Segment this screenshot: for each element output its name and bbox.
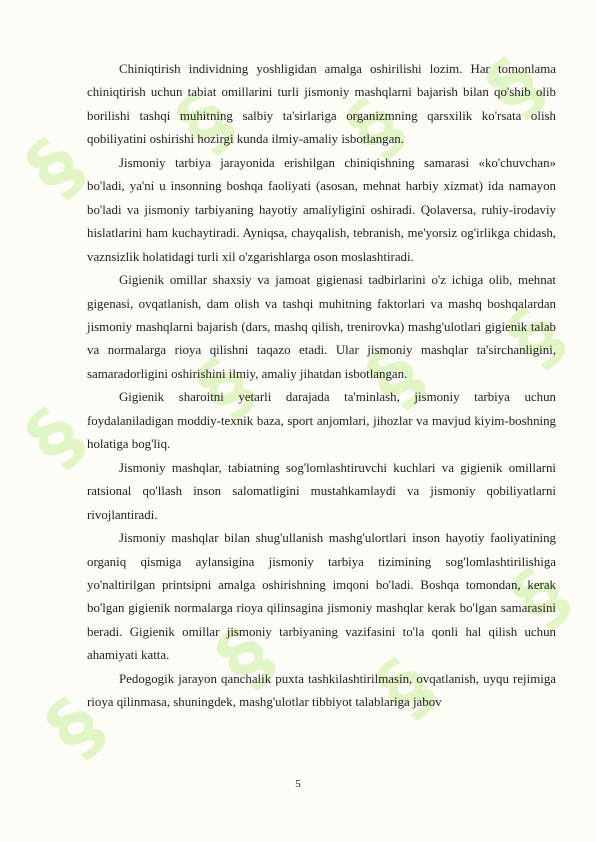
paragraph: Gigienik sharoitni yetarli darajada ta'minlash, jismoniy tarbiya uchun foydalaniladigan moddiy-texnik baza, sport anjomlari, jihozlar va mavjud kiyim-boshning holatiga bog'liq. <box>87 390 556 452</box>
watermark-glyph: § <box>469 42 562 134</box>
watermark-glyph: § <box>349 332 442 424</box>
document-body <box>87 58 556 715</box>
paragraph: Pedogogik jarayon qanchalik puxta tashkilashtirilmasin, ovqatlanish, uyqu rejimiga rioya qilinmasa, shuningdek, mashg'ulotlar tibbiyot talablariga jabov <box>87 671 556 710</box>
watermark-glyph: § <box>199 612 292 704</box>
watermark-glyph: § <box>9 392 102 484</box>
watermark-glyph: § <box>179 342 272 434</box>
paragraph: Jismoniy mashqlar, tabiatning sog'lomlashtiruvchi kuchlari va gigienik omillarni ratsional qo'llash inson salomatligini mustahkamlaydi va jismoniy qobiliyatlarni rivojlantiradi. <box>87 460 556 522</box>
paragraph: Jismoniy mashqlar bilan shug'ullanish mashg'ulortlari inson hayotiy faoliyatining organiq qismiga aylansigina jismoniy tarbiya tizimining sog'lomlashtirilishiga yo'naltirilgan printsipni amalga oshirishning imqoni bo'ladi. Boshqa tomondan, kerak bo'lgan gigienik normalarga rioya qilinsagina jismoniy mashqlar kerak bo'lgan samarasini beradi. Gigienik omillar jismoniy tarbiyaning vazifasini to'la qonli hal qilish uchun ahamiyati katta. <box>87 531 556 663</box>
watermark-glyph: § <box>329 82 422 174</box>
watermark-glyph: § <box>359 642 452 734</box>
paragraph: Jismoniy tarbiya jarayonida erishilgan chiniqishning samarasi «ko'chuvchan» bo'ladi, ya'ni u insonning boshqa faoliyati (asosan, mehnat harbiy xizmat) ida namayon bo'ladi va jismoniy tarbiyaning hayotiy amaliyligini oshiradi. Qolaversa, ruhiy-irodaviy hislatlarini ham kuchaytiradi. Ayniqsa, chayqalish, tebranish, me'yorsiz og'irlikga chidash, vaznsizlik holatidagi turli xil o'zgarishlarga oson moslashtiradi. <box>87 155 556 264</box>
watermark-glyph: § <box>159 77 252 169</box>
page-number: 5 <box>295 778 301 790</box>
paragraph: Gigienik omillar shaxsiy va jamoat gigienasi tadbirlarini o'z ichiga olib, mehnat gigenasi, ovqatlanish, dam olish va tashqi muhitning faktorlari va mashq boshqalardan jismoniy mashqlarni bajarish (dars, mashq qilish, trenirovka) mashg'ulotlari gigienik talab va normalarga rioya qilishni taqazo etadi. Ular jismoniy mashqlar ta'sirchanligini, samaradorligini oshirishini ilmiy, amaliy jihatdan isbotlangan. <box>87 273 556 381</box>
paragraph: Chiniqtirish individning yoshligidan amalga oshirilishi lozim. Har tomonlama chiniqtirish uchun tabiat omillarini turli jismoniy mashqlarni bajarish bilan qo'shib olib borilishi tashqi muhitning salbiy ta'sirlariga organizmning qarsxilik ko'rsata olish qobiliyatini oshirishi hozirgi kunda ilmiy-amaliy isbotlangan. <box>87 62 556 147</box>
watermark-glyph: § <box>494 552 587 644</box>
watermark-glyph: § <box>9 122 102 214</box>
watermark-glyph: § <box>489 292 582 384</box>
watermark-glyph: § <box>29 682 122 774</box>
